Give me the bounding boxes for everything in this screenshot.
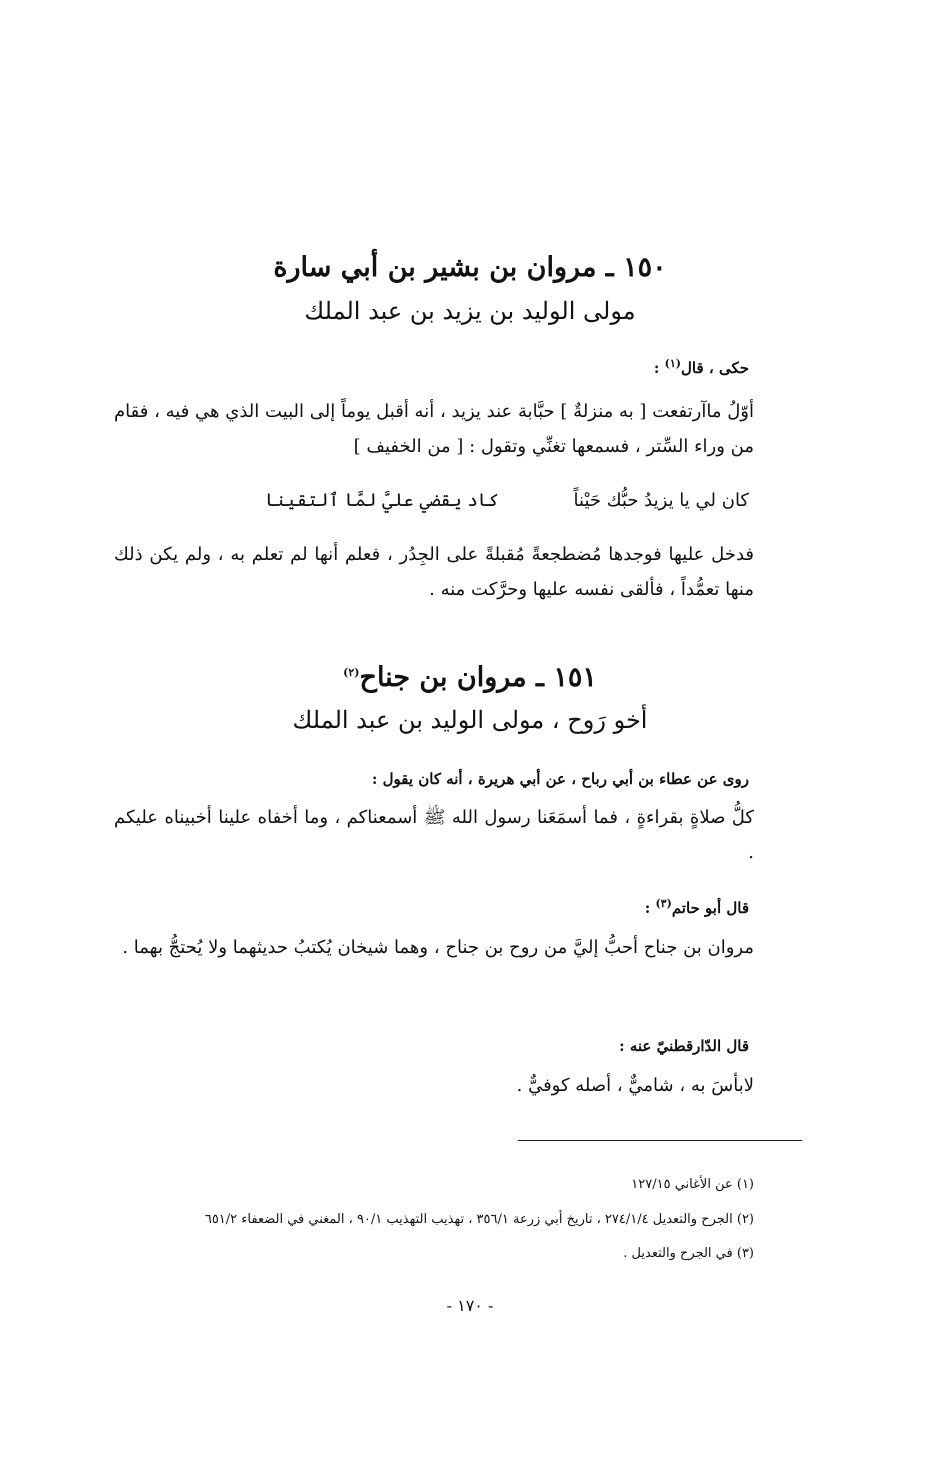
entry-151-paragraph-1: كلُّ صلاةٍ بقراءةٍ ، فما أسمَعَنا رسول الله ﷺ أسمعناكم ، وما أخفاه علينا أخبيناه عليكم . — [114, 807, 754, 863]
footnote-ref-1: (١) — [664, 357, 682, 370]
footnote-2: (٢) الجرح والتعديل ٢٧٤/١/٤ ، تاريخ أبي زرعة ٣٥٦/١ ، تهذيب التهذيب ٩٠/١ ، المغني في الضعفاء ٦٥١/٢ — [204, 1212, 754, 1227]
footnote-3: (٣) في الجرح والتعديل . — [623, 1246, 754, 1261]
entry-150-intro: حكى ، قال$^{(١)}$ : — [653, 357, 749, 377]
entry-151-subheading: أخو رَوح ، مولى الوليد بن عبد الملك — [292, 706, 648, 734]
entry-150-paragraph-2: فدخل عليها فوجدها مُضطجعةً مُقبلةً على الجِدُر ، فعلم أنها لم تعلم به ، ولم يكن ذلك منها تعمُّداً ، فألقى نفسه عليها وحرَّكت منه . — [114, 544, 754, 600]
entry-151-intro-2: قال أبو حاتم$^{(٣)}$ : — [644, 897, 749, 917]
entry-151-paragraph-3: لابأسَ به ، شاميٌّ ، أصله كوفيٌّ . — [516, 1075, 754, 1096]
footnote-divider — [518, 1140, 802, 1141]
entry-151-intro-1: روى عن عطاء بن أبي رباح ، عن أبي هريرة ، أنه كان يقول : — [371, 770, 749, 788]
footnote-ref-2: (٢) — [343, 666, 360, 679]
verse-hemistich-right: كان لي يا يزيدُ حبُّك حَيْناً — [573, 490, 749, 511]
footnote-ref-3: (٣) — [655, 897, 672, 910]
entry-151-paragraph-2: مروان بن جناح أحبُّ إليَّ من روح بن جناح ، وهما شيخان يُكتبُ حديثهما ولا يُحتجُّ بهما . — [122, 937, 754, 958]
entry-150-subheading: مولى الوليد بن يزيد بن عبد الملك — [304, 297, 636, 325]
verse-hemistich-left: كاد يقضي عليَّ لمَّا ٱلتقينا — [265, 490, 499, 511]
entry-151-intro-3: قال الدّارقطنيّ عنه : — [619, 1037, 749, 1055]
footnote-1: (١) عن الأغاني ١٢٧/١٥ — [631, 1177, 754, 1192]
entry-150-heading: ١٥٠ ـ مروان بن بشير بن أبي سارة — [273, 252, 667, 283]
page-number: - ١٧٠ - — [446, 1296, 494, 1315]
entry-151-heading: ١٥١ ـ مروان بن جناح$^{(٢)}$ — [343, 662, 597, 693]
entry-150-paragraph-1: أوّلُ ماآرتفعت [ به منزلةٌ ] حبَّابة عند يزيد ، أنه أقبل يوماً إلى البيت الذي هي فيه ، فقام من وراء السِّتر ، فسمعها تغنِّي وتقول : [ من الخفيف ] — [114, 401, 754, 457]
